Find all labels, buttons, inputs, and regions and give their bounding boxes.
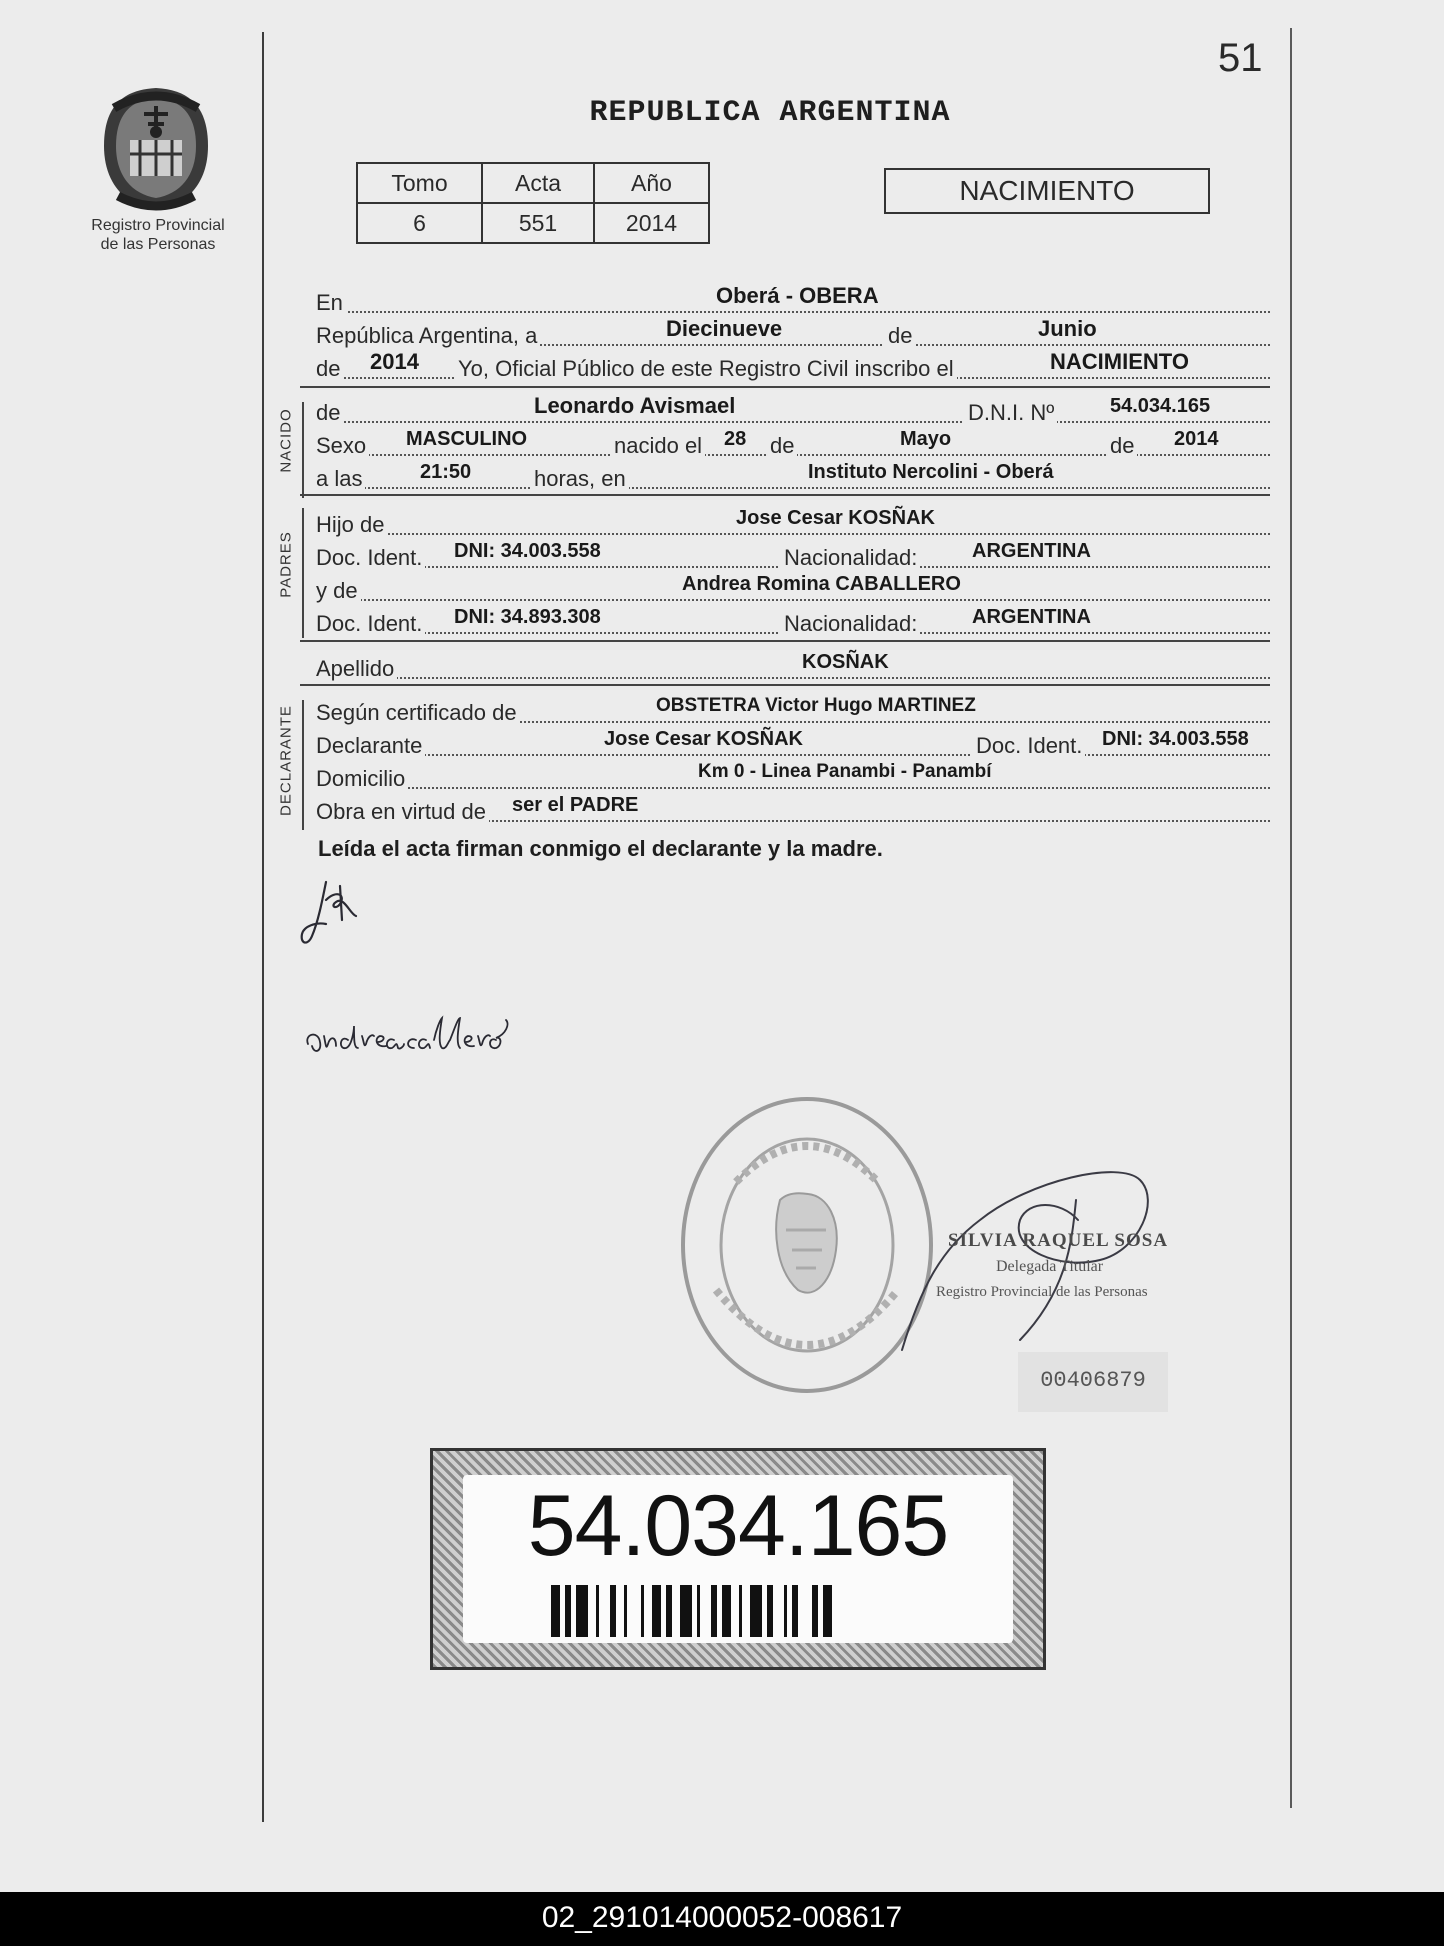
- label-doc2: Doc. Ident.: [316, 611, 425, 637]
- header-ano: Año: [594, 163, 709, 203]
- value-father-doc: DNI: 34.003.558: [454, 540, 601, 562]
- row-child-name: [316, 393, 1270, 426]
- section-bracket: [302, 700, 304, 830]
- row-father-doc: [316, 541, 1270, 571]
- row-address: [316, 762, 1270, 792]
- section-label-padres: PADRES: [277, 531, 295, 598]
- header-tomo: Tomo: [357, 163, 482, 203]
- value-birth-time: 21:50: [420, 461, 472, 483]
- value-birth-month: Mayo: [900, 428, 952, 450]
- value-year: 2014: [370, 349, 419, 374]
- value-capacity: ser el PADRE: [512, 794, 639, 816]
- label-apellido: Apellido: [316, 656, 397, 682]
- label-de: de: [884, 323, 915, 349]
- row-inscription: [316, 349, 1270, 382]
- label-de4: de: [766, 433, 797, 459]
- registry-caption-line1: Registro Provincial: [91, 217, 225, 234]
- value-day: Diecinueve: [666, 316, 783, 341]
- value-father-nationality: ARGENTINA: [972, 540, 1091, 562]
- right-margin-rule: [1290, 28, 1292, 1808]
- label-nationality2: Nacionalidad:: [780, 611, 920, 637]
- label-obra: Obra en virtud de: [316, 799, 489, 825]
- value-birth-place: Instituto Nercolini - Oberá: [808, 461, 1054, 483]
- row-declarant: [316, 729, 1270, 759]
- declarant-signature: [296, 876, 366, 952]
- value-declarant-name: Jose Cesar KOSÑAK: [604, 728, 803, 750]
- row-father: [316, 508, 1270, 538]
- misiones-coat-of-arms-icon: [96, 84, 216, 214]
- control-number: 00406879: [1018, 1352, 1168, 1412]
- dni-label-panel: [463, 1475, 1013, 1643]
- label-nationality: Nacionalidad:: [780, 545, 920, 571]
- row-mother: [316, 574, 1270, 604]
- section-label-declarante: DECLARANTE: [277, 705, 295, 816]
- value-declarant-doc: DNI: 34.003.558: [1102, 728, 1249, 750]
- value-tomo: 6: [357, 203, 482, 243]
- act-reference-table: [356, 162, 710, 244]
- label-yde: y de: [316, 578, 361, 604]
- row-mother-doc: [316, 607, 1270, 637]
- value-ano: 2014: [594, 203, 709, 243]
- section-divider: [300, 684, 1270, 686]
- section-bracket: [302, 508, 304, 638]
- row-date: [316, 316, 1270, 349]
- scan-footer-bar: [0, 1892, 1444, 1946]
- label-sexo: Sexo: [316, 433, 369, 459]
- label-inscribo: Yo, Oficial Público de este Registro Civil inscribo el: [454, 356, 957, 382]
- label-de3: de: [316, 400, 343, 426]
- scan-file-code: 02_291014000052-008617: [541, 1901, 903, 1934]
- value-sex: MASCULINO: [406, 428, 528, 450]
- official-name: SILVIA RAQUEL SOSA: [948, 1230, 1169, 1251]
- value-mother-name: Andrea Romina CABALLERO: [682, 573, 961, 595]
- label-horas: horas, en: [530, 466, 629, 492]
- row-capacity: [316, 795, 1270, 825]
- row-birth-time: [316, 462, 1270, 492]
- label-doc: Doc. Ident.: [316, 545, 425, 571]
- official-organization: Registro Provincial de las Personas: [936, 1284, 1148, 1300]
- label-doc3: Doc. Ident.: [972, 733, 1085, 759]
- label-en: En: [316, 290, 346, 316]
- registry-caption-line2: de las Personas: [100, 236, 216, 253]
- value-place: Oberá - OBERA: [716, 283, 879, 308]
- registry-seal: [676, 1090, 938, 1400]
- left-margin-rule: [262, 32, 264, 1822]
- value-acta: 551: [482, 203, 594, 243]
- section-divider: [300, 640, 1270, 642]
- official-role: Delegada Titular: [996, 1258, 1104, 1275]
- country-title: REPUBLICA ARGENTINA: [589, 96, 951, 130]
- value-certificate-by: OBSTETRA Victor Hugo MARTINEZ: [656, 695, 976, 716]
- label-de5: de: [1106, 433, 1137, 459]
- label-alas: a las: [316, 466, 365, 492]
- value-mother-nationality: ARGENTINA: [972, 606, 1091, 628]
- label-hijo: Hijo de: [316, 512, 387, 538]
- value-mother-doc: DNI: 34.893.308: [454, 606, 601, 628]
- value-child-dni: 54.034.165: [1110, 395, 1211, 417]
- closing-statement: Leída el acta firman conmigo el declarante y la madre.: [318, 836, 883, 861]
- value-address: Km 0 - Linea Panambi - Panambí: [698, 761, 992, 782]
- dni-label-number: 54.034.165: [527, 1478, 949, 1574]
- barcode-icon: [551, 1585, 927, 1637]
- row-surname: [316, 652, 1270, 682]
- label-nacido: nacido el: [610, 433, 705, 459]
- value-father-name: Jose Cesar KOSÑAK: [736, 507, 935, 529]
- label-segun: Según certificado de: [316, 700, 520, 726]
- section-divider: [300, 386, 1270, 388]
- value-record-type: NACIMIENTO: [1050, 349, 1189, 374]
- section-label-nacido: NACIDO: [277, 408, 295, 473]
- page-number: 51: [1218, 36, 1263, 80]
- label-dni: D.N.I. Nº: [964, 400, 1057, 426]
- dni-barcode-label: [430, 1448, 1046, 1670]
- header-acta: Acta: [482, 163, 594, 203]
- label-de2: de: [316, 356, 343, 382]
- section-divider: [300, 494, 1270, 496]
- label-republica: República Argentina, a: [316, 323, 540, 349]
- act-type-box: NACIMIENTO: [884, 168, 1210, 214]
- value-birth-year: 2014: [1174, 428, 1219, 450]
- label-domicilio: Domicilio: [316, 766, 408, 792]
- value-birth-day: 28: [724, 428, 747, 450]
- label-declarante: Declarante: [316, 733, 425, 759]
- mother-signature: [300, 1000, 540, 1070]
- value-surname: KOSÑAK: [802, 651, 889, 673]
- row-birth: [316, 429, 1270, 459]
- value-child-name: Leonardo Avismael: [534, 393, 736, 418]
- section-bracket: [302, 402, 304, 498]
- registry-caption: [80, 216, 236, 254]
- value-month: Junio: [1038, 316, 1097, 341]
- row-certificate: [316, 696, 1270, 726]
- row-place: [316, 283, 1270, 316]
